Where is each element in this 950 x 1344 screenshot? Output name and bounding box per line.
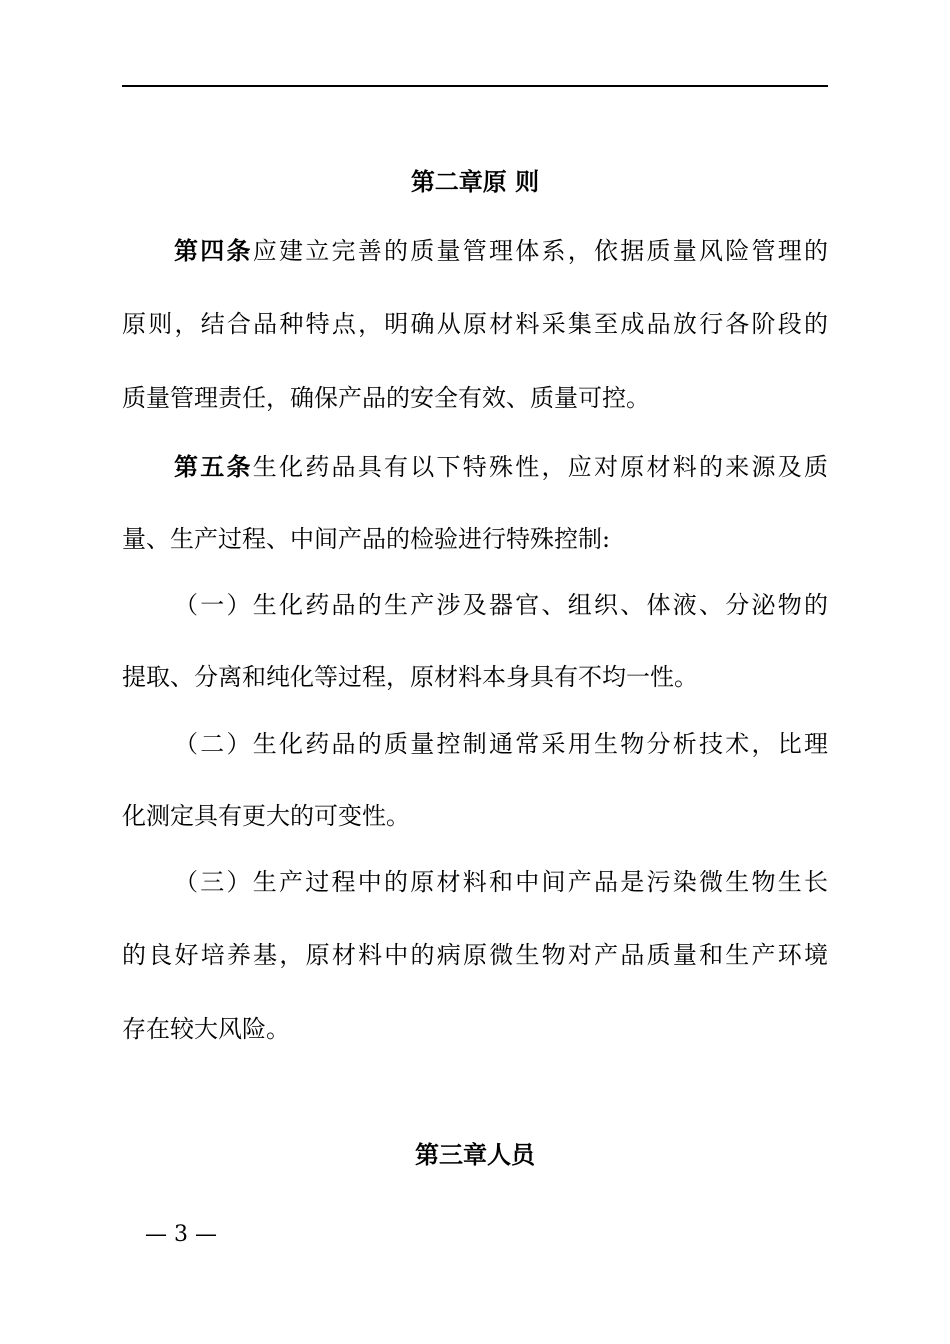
article-5-line-2: 量、生产过程、中间产品的检验进行特殊控制: bbox=[122, 525, 611, 553]
item-3-line-1: （三）生产过程中的原材料和中间产品是污染微生物生长 bbox=[174, 868, 828, 896]
chapter-3-title: 第三章人员 bbox=[415, 1140, 535, 1169]
article-4-line-2: 原则，结合品种特点，明确从原材料采集至成品放行各阶段的 bbox=[122, 310, 828, 338]
article-5-text-1: 生化药品具有以下特殊性，应对原材料的来源及质 bbox=[252, 453, 828, 481]
article-4-line-3: 质量管理责任，确保产品的安全有效、质量可控。 bbox=[122, 384, 650, 412]
article-5-line-1 bbox=[174, 451, 828, 483]
chapter-2-title: 第二章原 则 bbox=[410, 167, 540, 196]
item-3-line-2: 的良好培养基，原材料中的病原微生物对产品质量和生产环境 bbox=[122, 941, 828, 969]
header-rule bbox=[122, 85, 828, 87]
article-4-text-1: 应建立完善的质量管理体系，依据质量风险管理的 bbox=[252, 237, 828, 265]
article-4-line-1 bbox=[174, 235, 828, 267]
item-2-line-2: 化测定具有更大的可变性。 bbox=[122, 802, 410, 830]
item-1-line-1: （一）生化药品的生产涉及器官、组织、体液、分泌物的 bbox=[174, 591, 828, 619]
item-1-line-2: 提取、分离和纯化等过程，原材料本身具有不均一性。 bbox=[122, 663, 698, 691]
article-4-label: 第四条 bbox=[174, 236, 253, 265]
article-5-label: 第五条 bbox=[174, 452, 253, 481]
item-3-line-3: 存在较大风险。 bbox=[122, 1015, 290, 1043]
page-number: — 3 — bbox=[145, 1222, 217, 1247]
item-2-line-1: （二）生化药品的质量控制通常采用生物分析技术，比理 bbox=[174, 730, 828, 758]
